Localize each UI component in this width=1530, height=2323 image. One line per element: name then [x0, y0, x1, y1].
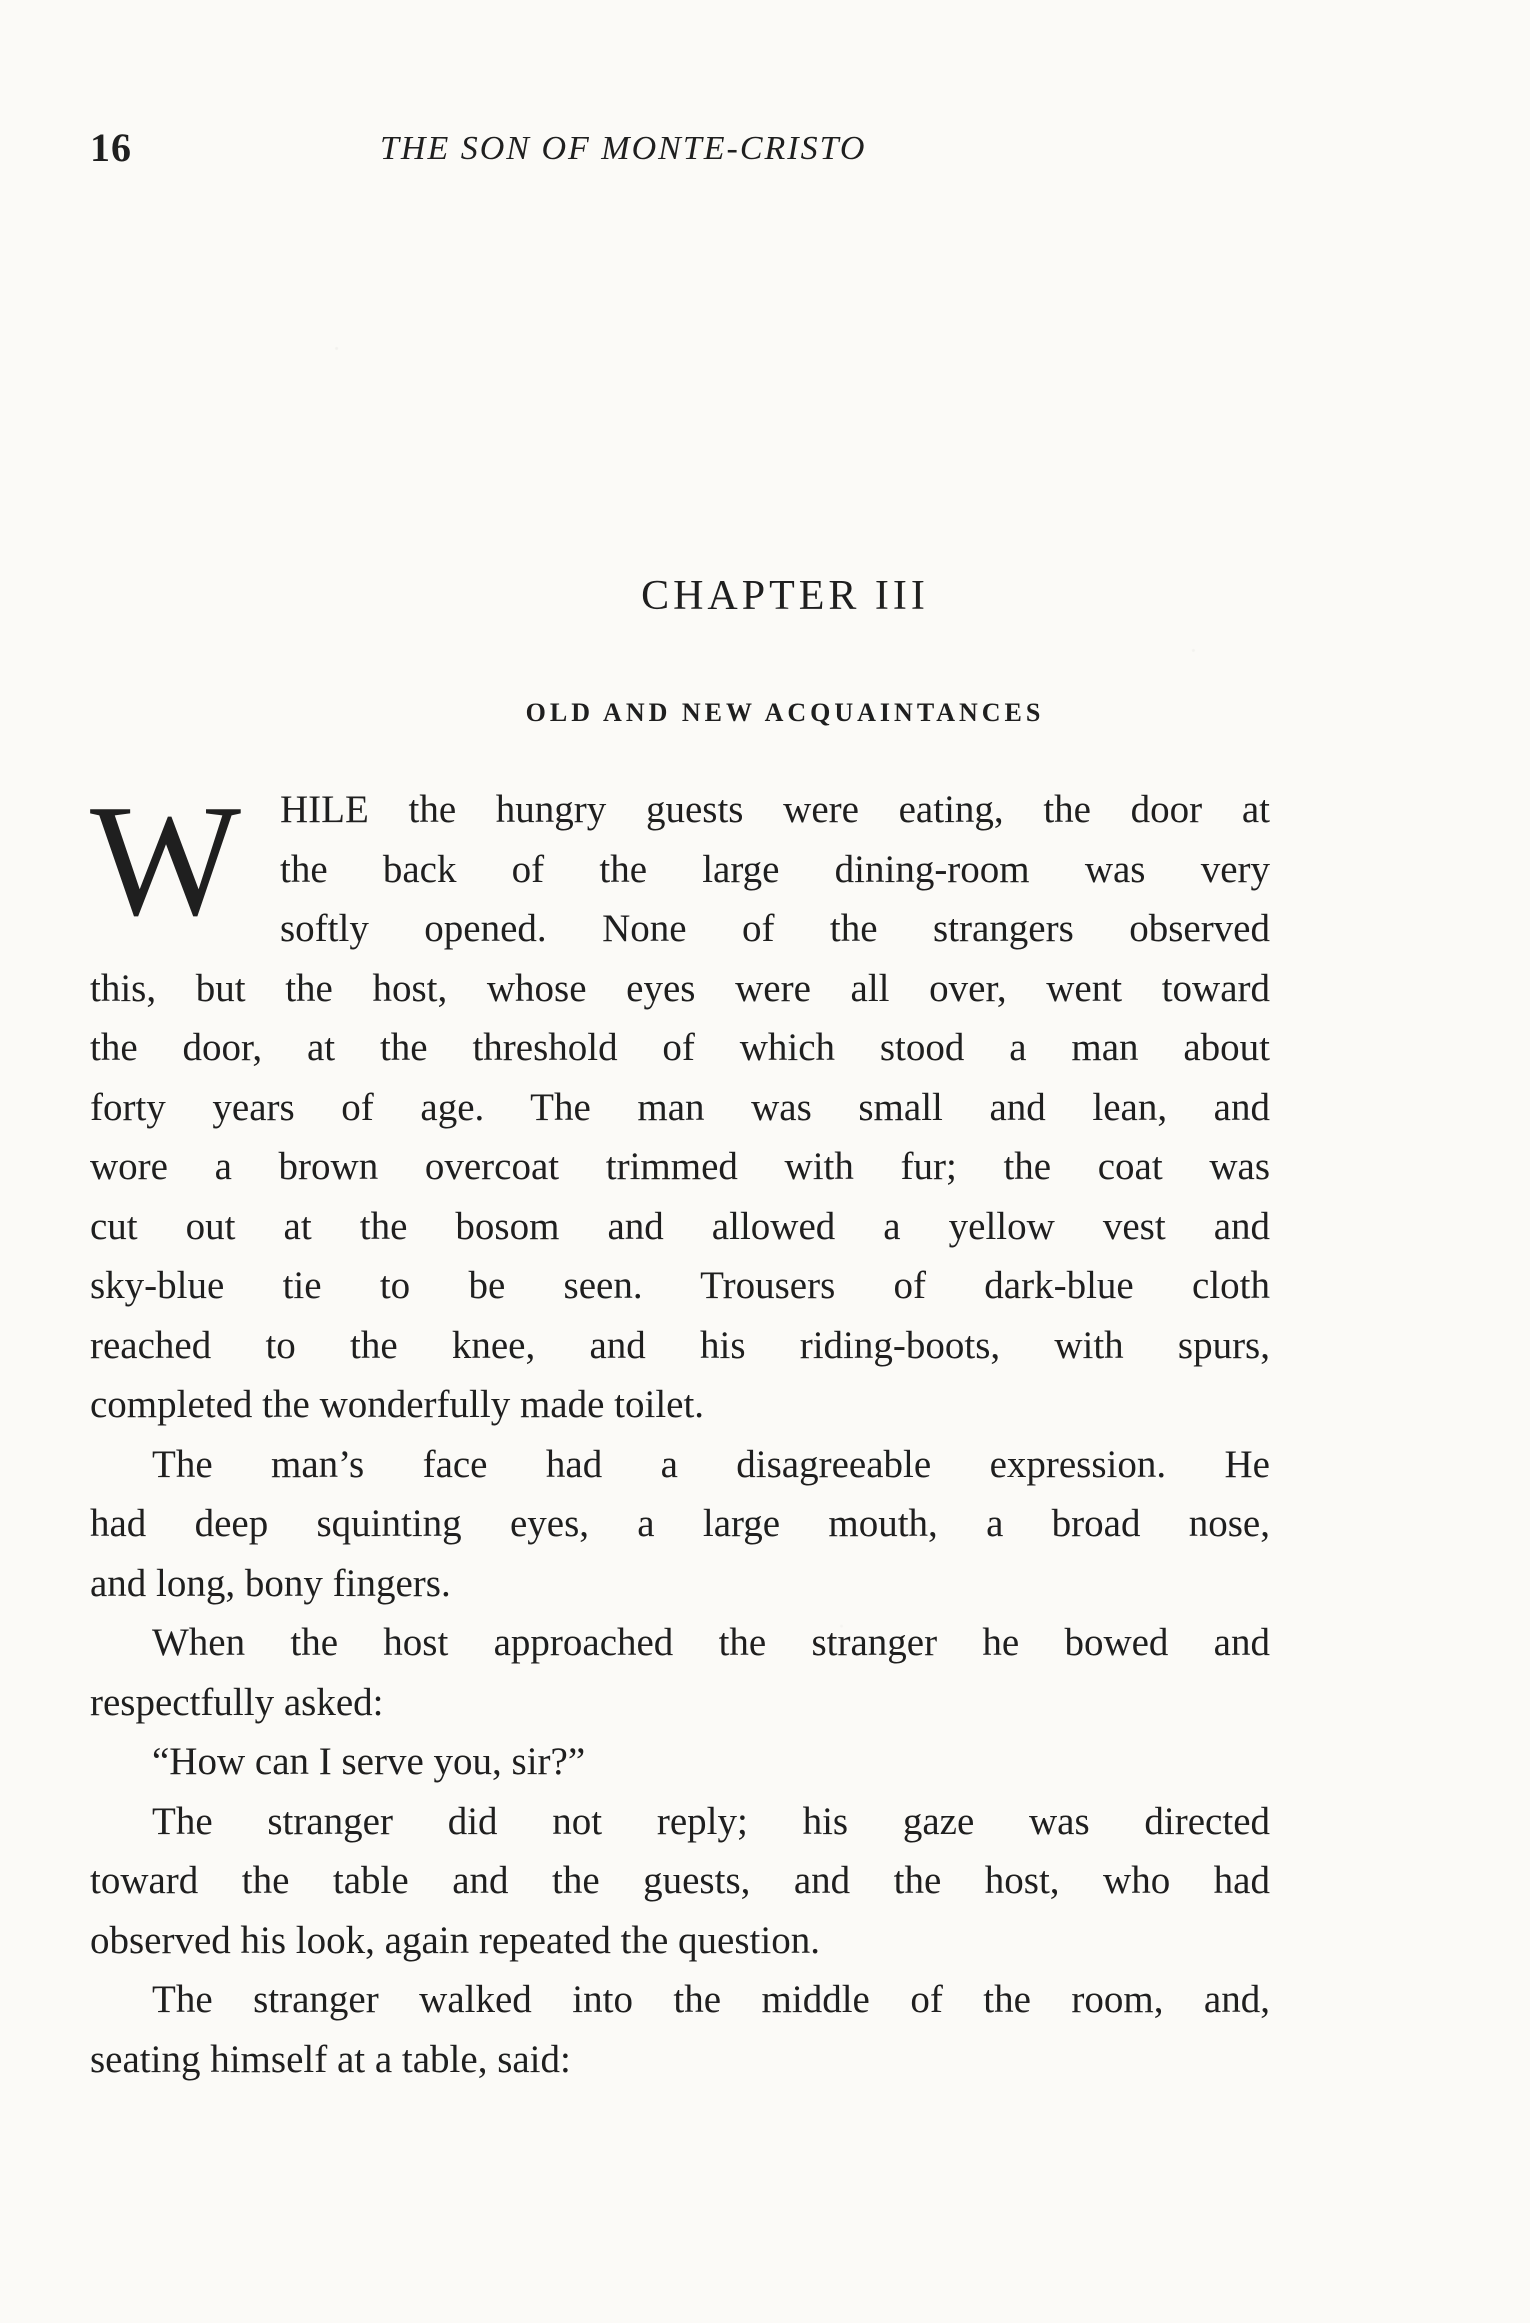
text-line: cut out at the bosom and allowed a yellow vest and: [90, 1204, 1270, 1248]
text-line: this, but the host, whose eyes were all over, went toward: [90, 966, 1270, 1010]
paragraph-3: [90, 1613, 1270, 1732]
chapter-body: [90, 771, 1270, 2089]
page-header: [90, 124, 1270, 184]
paragraph-1: [90, 771, 1270, 1435]
paragraph-5: [90, 1792, 1270, 1971]
text-line: wore a brown overcoat trimmed with fur; the coat was: [90, 1145, 1270, 1188]
text-line: had deep squinting eyes, a large mouth, a broad nose,: [90, 1502, 1270, 1545]
text-line: reached to the knee, and his riding-boots, with spurs,: [90, 1323, 1270, 1367]
text-line: forty years of age. The man was small and lean, and: [90, 1085, 1270, 1129]
page-number: 16: [90, 125, 132, 170]
text-line: softly opened. None of the strangers observed: [280, 907, 1270, 950]
running-title: THE SON OF MONTE-CRISTO: [380, 130, 867, 167]
text-line: “How can I serve you, sir?”: [152, 1740, 586, 1783]
chapter-title: CHAPTER III: [641, 573, 929, 619]
paragraph-4: [90, 1732, 1270, 1792]
text-line: respectfully asked:: [90, 1680, 384, 1724]
text-line: the back of the large dining-room was very: [280, 847, 1270, 891]
chapter-subtitle: OLD AND NEW ACQUAINTANCES: [525, 698, 1045, 727]
text-line: the door, at the threshold of which stood a man about: [90, 1026, 1270, 1069]
text-line: The man’s face had a disagreeable expression. He: [152, 1442, 1270, 1486]
text-line: sky-blue tie to be seen. Trousers of dark-blue cloth: [90, 1264, 1270, 1307]
text-line: completed the wonderfully made toilet.: [90, 1383, 705, 1426]
text-line: and long, bony fingers.: [90, 1561, 451, 1605]
text-line: seating himself at a table, said:: [90, 2037, 571, 2081]
text-line: HILE the hungry guests were eating, the door at: [280, 788, 1270, 831]
text-line: The stranger walked into the middle of the room, and,: [152, 1978, 1270, 2021]
paragraph-2: [90, 1435, 1270, 1614]
text-line: toward the table and the guests, and the host, who had: [90, 1859, 1270, 1902]
drop-cap: W: [90, 771, 242, 949]
text-line: The stranger did not reply; his gaze was directed: [152, 1799, 1270, 1843]
paragraph-6: [90, 1970, 1270, 2089]
text-line: When the host approached the stranger he bowed and: [152, 1621, 1270, 1664]
text-line: observed his look, again repeated the question.: [90, 1918, 820, 1962]
